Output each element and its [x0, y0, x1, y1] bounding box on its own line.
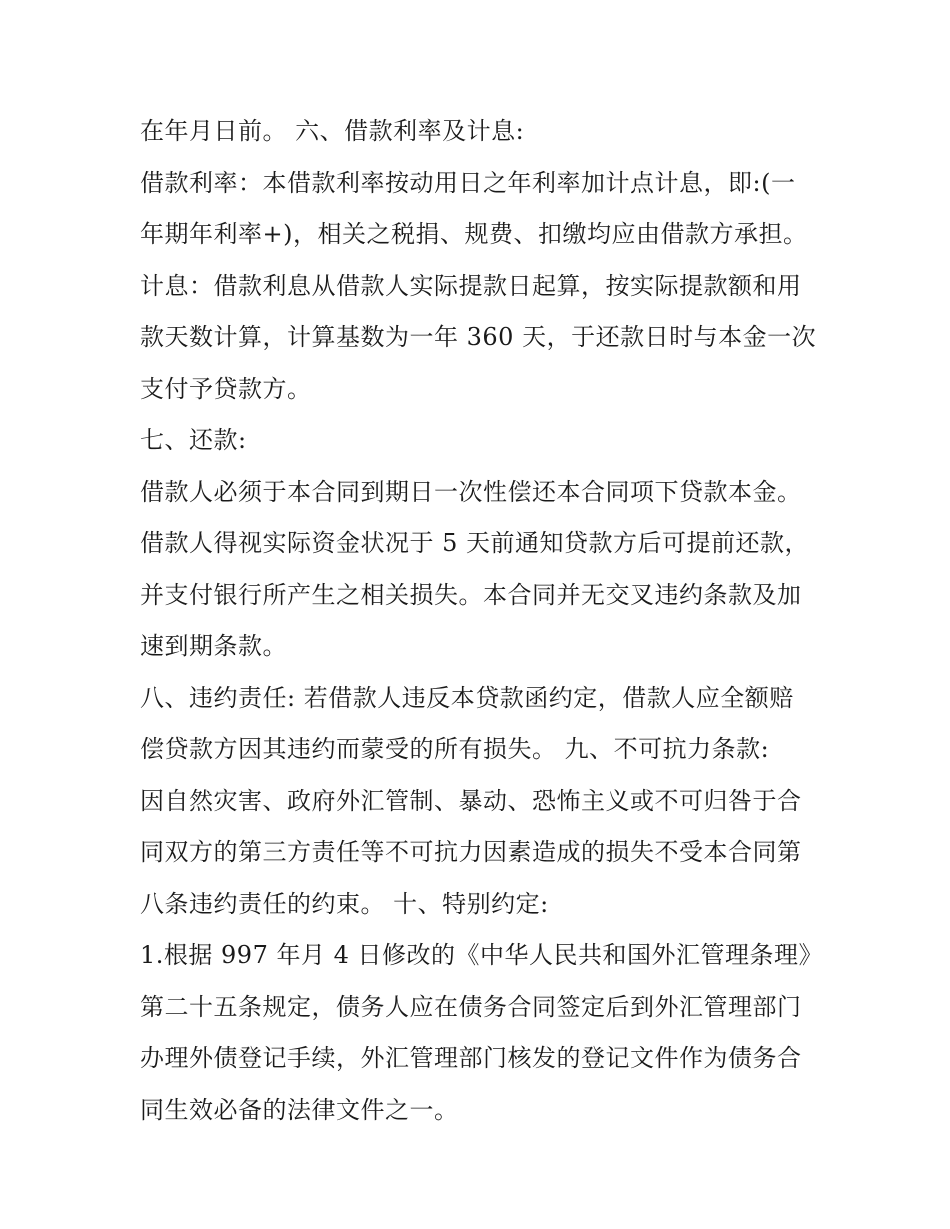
text-line: 办理外债登记手续，外汇管理部门核发的登记文件作为债务合	[140, 1044, 802, 1072]
text-line: 八条违约责任的约束。 十、特别约定:	[140, 889, 549, 918]
text-line: 借款利率：本借款利率按动用日之年利率加计点计息，即:(一	[140, 168, 796, 197]
document-body	[140, 106, 823, 1136]
text-line: 偿贷款方因其违约而蒙受的所有损失。 九、不可抗力条款:	[140, 735, 770, 763]
text-line: 款天数计算，计算基数为一年 360 天，于还款日时与本金一次	[140, 323, 817, 351]
text-line: 计息：借款利息从借款人实际提款日起算，按实际提款额和用	[140, 271, 802, 300]
section-heading: 七、还款:	[140, 426, 247, 454]
text-line: 速到期条款。	[140, 632, 287, 660]
text-line: 年期年利率+)，相关之税捐、规费、扣缴均应由借款方承担。	[140, 220, 808, 248]
text-line: 在年月日前。 六、借款利率及计息:	[140, 117, 525, 145]
text-line: 支付予贷款方。	[140, 374, 312, 403]
text-line: 1.根据 997 年月 4 日修改的《中华人民共和国外汇管理条理》	[140, 941, 823, 969]
text-line: 并支付银行所产生之相关损失。本合同并无交叉违约条款及加	[140, 580, 802, 609]
text-line: 同双方的第三方责任等不可抗力因素造成的损失不受本合同第	[140, 838, 802, 866]
text-line: 八、违约责任: 若借款人违反本贷款函约定，借款人应全额赔	[140, 683, 794, 712]
text-line: 第二十五条规定，债务人应在债务合同签定后到外汇管理部门	[140, 992, 802, 1021]
text-line: 同生效必备的法律文件之一。	[140, 1095, 459, 1124]
text-line: 因自然灾害、政府外汇管制、暴动、恐怖主义或不可归咎于合	[140, 786, 802, 815]
text-line: 借款人必须于本合同到期日一次性偿还本合同项下贷款本金。	[140, 477, 802, 506]
text-line: 借款人得视实际资金状况于 5 天前通知贷款方后可提前还款，	[140, 529, 810, 557]
